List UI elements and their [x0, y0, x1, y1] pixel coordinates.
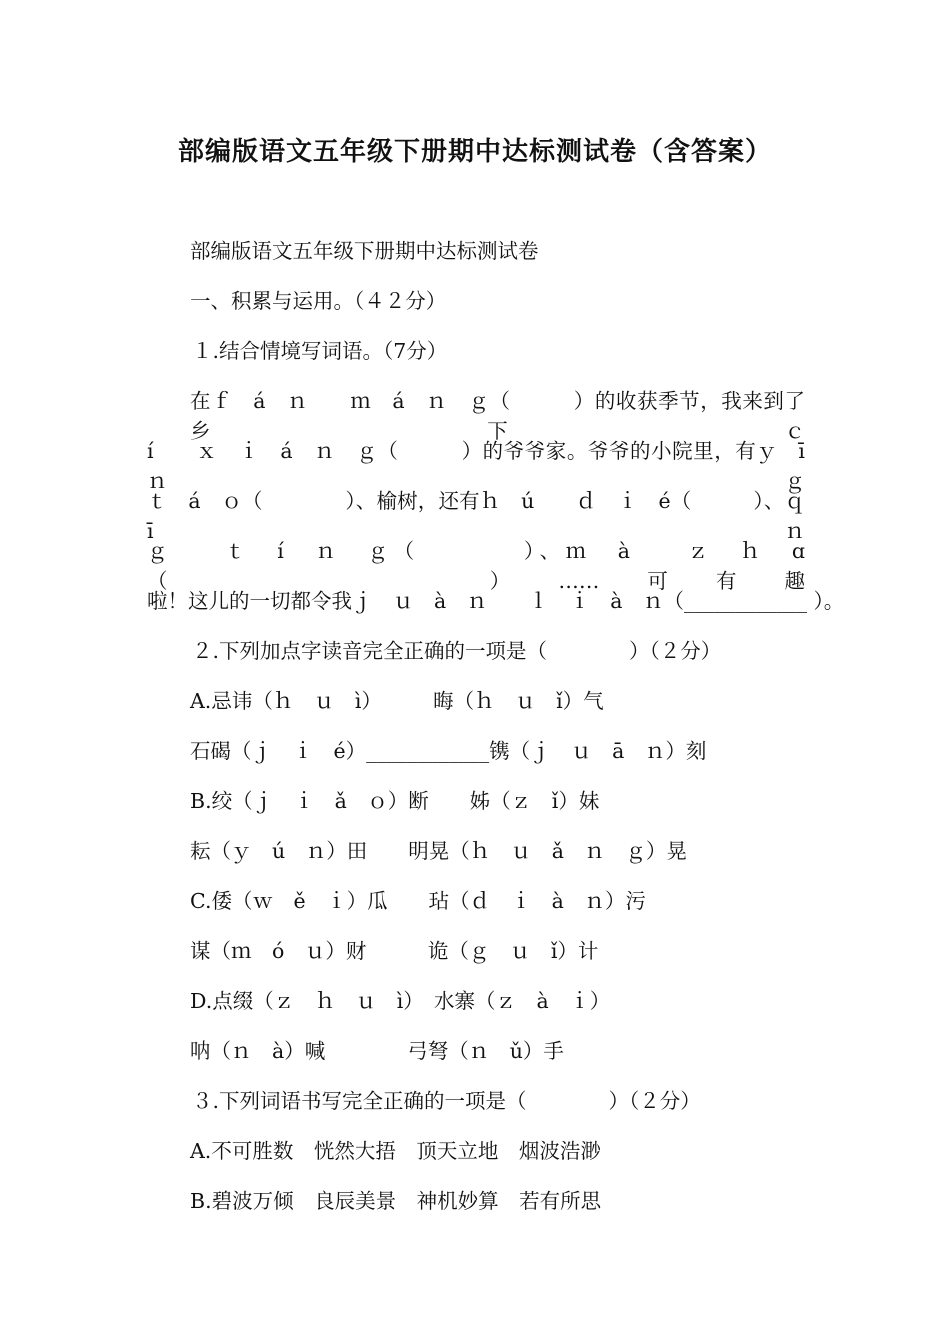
- question-2-option-d-line-2: 呐（ｎ à）喊 弓弩（ｎ ǔ）手: [190, 1039, 564, 1063]
- question-2-heading: ２.下列加点字读音完全正确的一项是（ ）（２分）: [192, 639, 722, 663]
- section-heading: 一、积累与运用。（４２分）: [190, 289, 447, 313]
- question-1-text-line-1: 在ｆ á ｎ ｍ á ｎ ｇ（ ）的收获季节，我来到了乡下ｃ: [190, 389, 805, 443]
- question-1-heading: １.结合情境写词语。（7分）: [192, 339, 448, 363]
- question-3-heading: ３.下列词语书写完全正确的一项是（ ）（２分）: [192, 1089, 701, 1113]
- question-2-option-c-line-2: 谋（ｍ ó ｕ）财 诡（ｇ ｕ ǐ）计: [190, 939, 599, 963]
- question-1-text-line-5: 啦！这儿的一切都令我ｊ ｕ à ｎ ｌ ｉ à ｎ（____________ ）。: [147, 589, 845, 613]
- question-1-text-line-2: í ｘ ｉ á ｎ ｇ（ ）的爷爷家。爷爷的小院里，有ｙ ī ｎ ｇ: [147, 439, 826, 493]
- question-2-option-c-line-1: C.倭（ｗ ě ｉ）瓜 玷（ｄ ｉ à ｎ）污: [190, 889, 646, 913]
- question-2-option-a-line-2: 石碣（ｊ ｉ é）____________镌（ｊ ｕ ā ｎ）刻: [190, 739, 707, 763]
- document-title: 部编版语文五年级下册期中达标测试卷（含答案）: [177, 137, 772, 167]
- question-2-option-b-line-1: B.绞（ｊ ｉ ǎ ｏ）断 姊（ｚ ǐ）妹: [190, 789, 600, 813]
- question-2-option-d-line-1: D.点缀（ｚ ｈ ｕ ì） 水寨（ｚ à ｉ）: [190, 989, 611, 1013]
- subtitle-line: 部编版语文五年级下册期中达标测试卷: [190, 239, 539, 263]
- question-2-option-b-line-2: 耘（ｙ ú ｎ）田 明晃（ｈ ｕ ǎ ｎ ｇ）晃: [190, 839, 687, 863]
- question-3-option-a: A.不可胜数 恍然大捂 顶天立地 烟波浩渺: [190, 1139, 601, 1163]
- question-3-option-b: B.碧波万倾 良辰美景 神机妙算 若有所思: [190, 1189, 602, 1213]
- question-1-text-line-4: ｇ ｔ í ｎ ｇ（ ）、ｍ à ｚ ｈ ɑ（ ）……可有趣: [147, 539, 805, 593]
- question-1-text-line-3: ｔ á ｏ（ ）、榆树，还有ｈ ú ｄ ｉ é（ ）、ｑ ī ｎ: [147, 489, 826, 543]
- question-2-option-a-line-1: A.忌讳（ｈ ｕ ì） 晦（ｈ ｕ ǐ）气: [190, 689, 604, 713]
